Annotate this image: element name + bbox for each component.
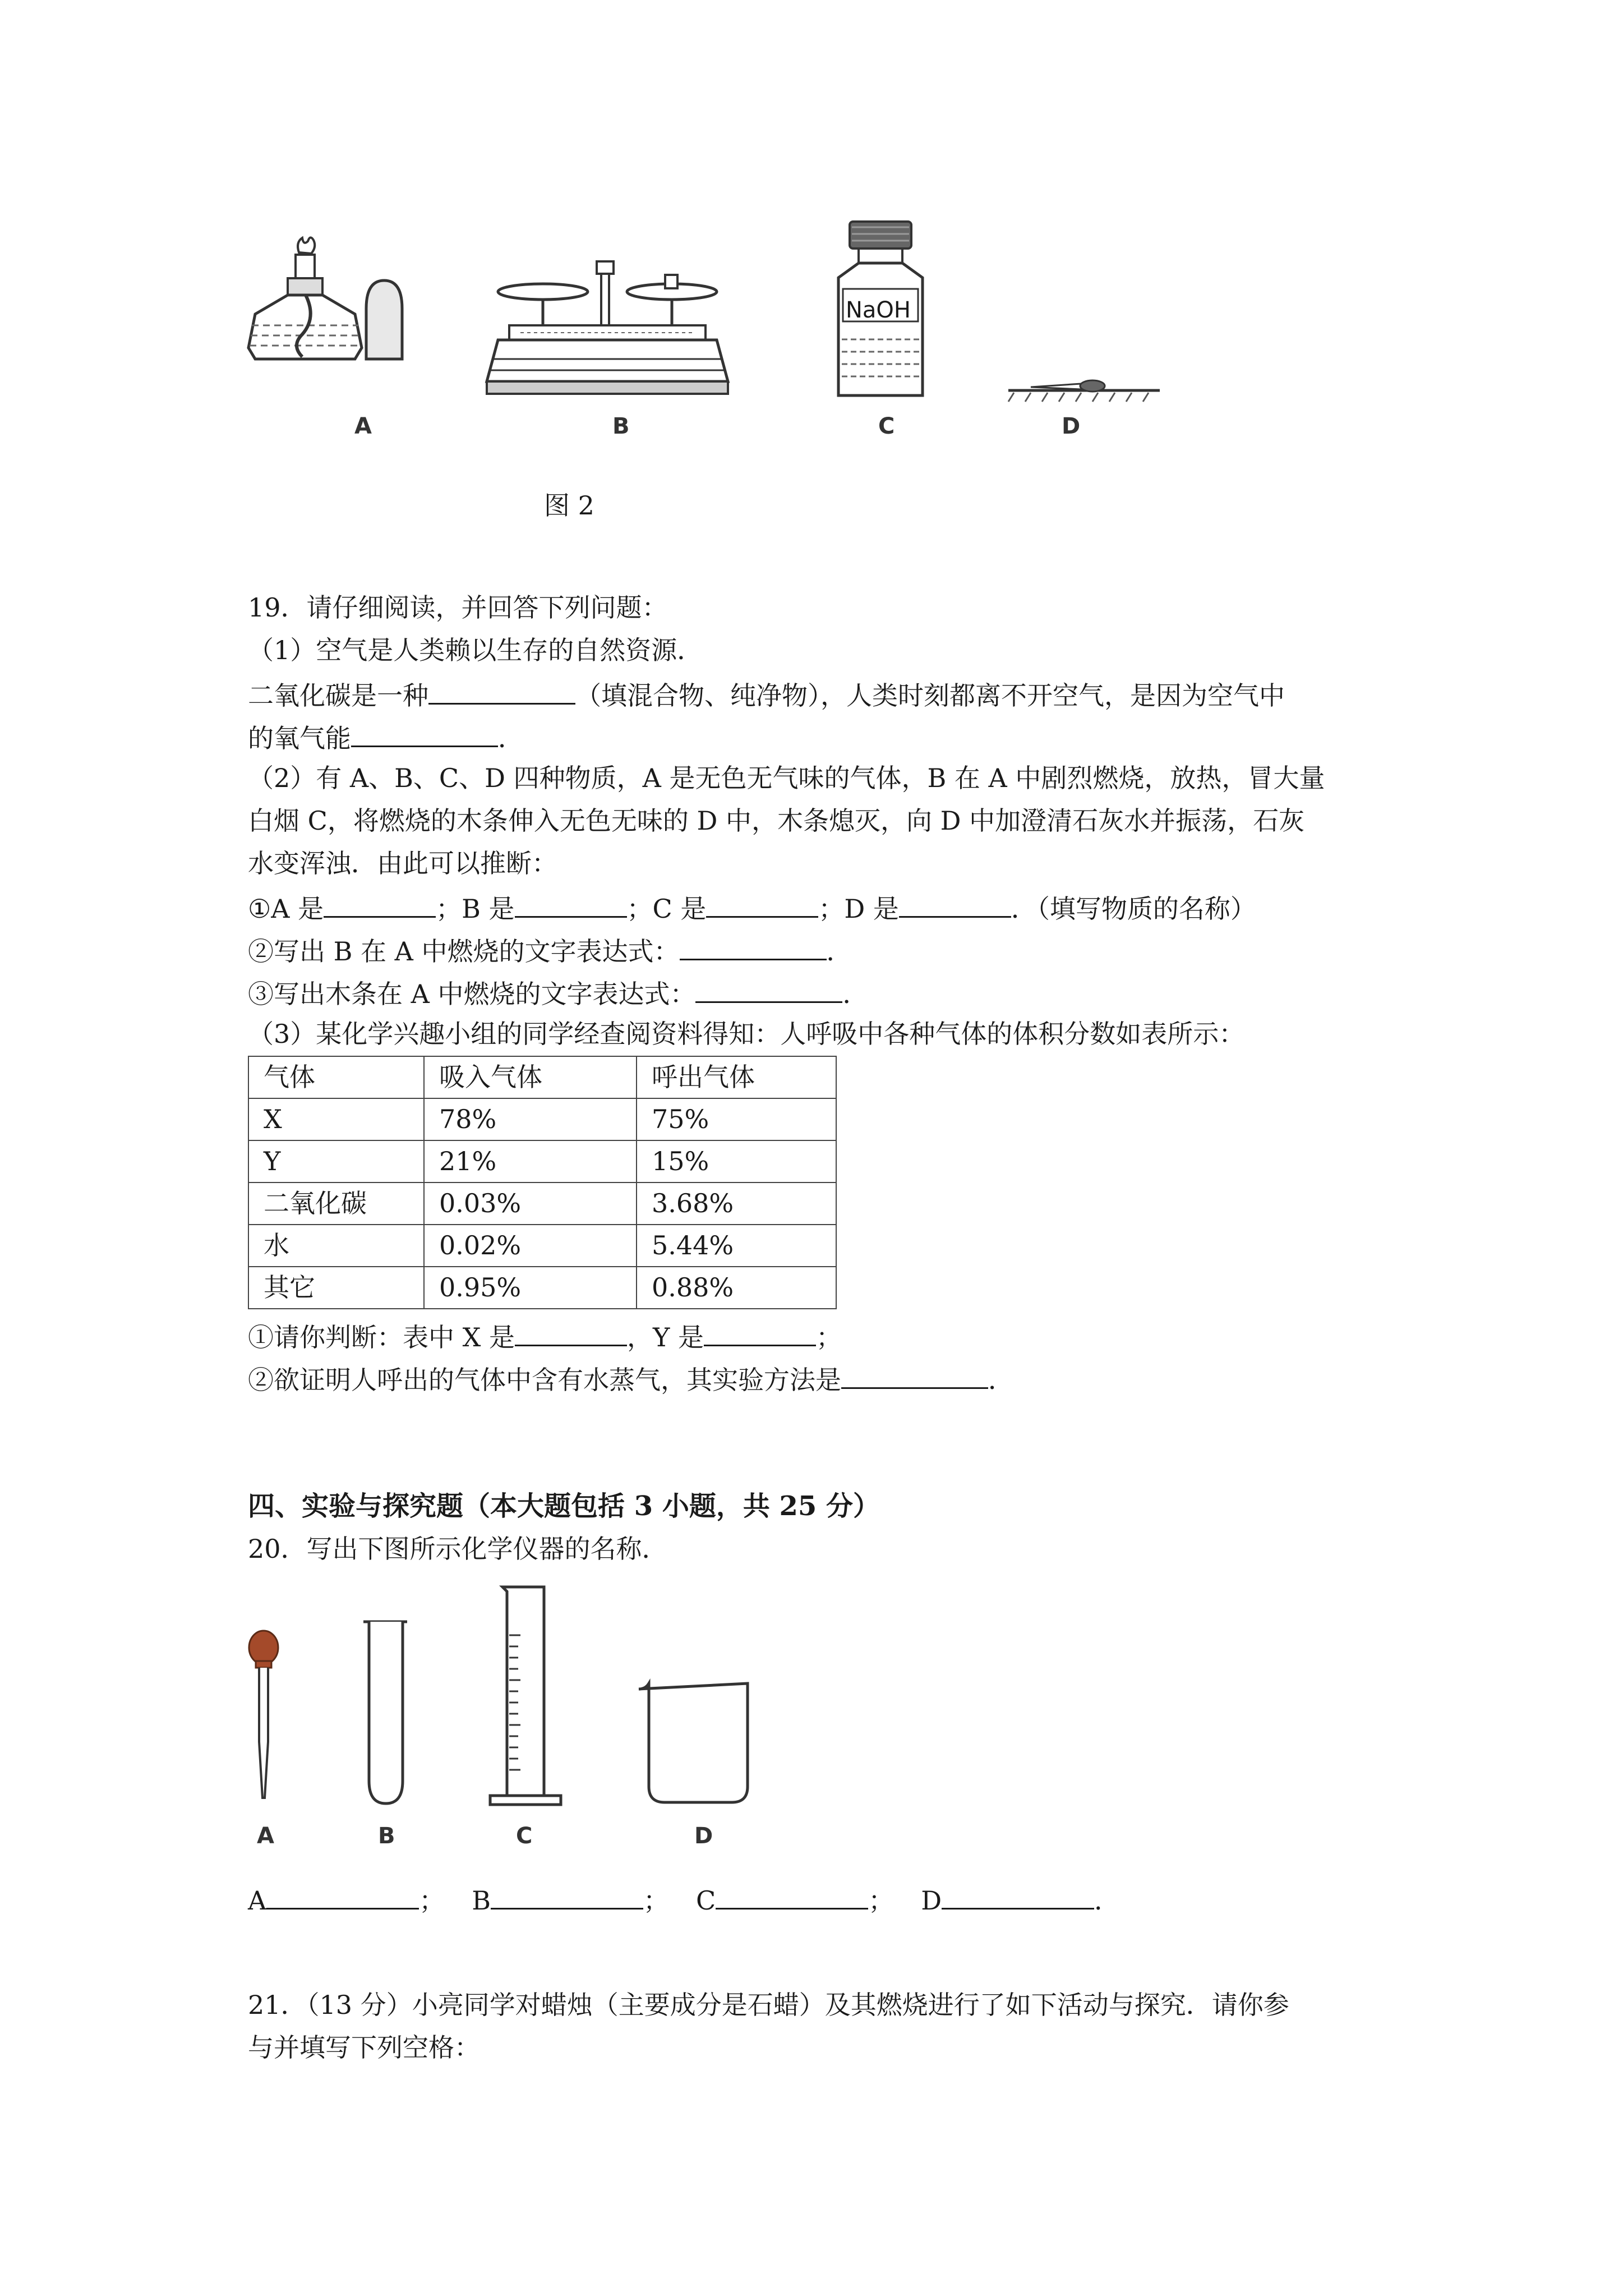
table-cell: 5.44% (637, 1225, 836, 1267)
q19-part1-line2-a: 的氧气能 (248, 723, 351, 753)
table-cell: 3.68% (637, 1182, 836, 1225)
table-cell: 75% (637, 1098, 836, 1140)
q19-part1-line2-b: ． (498, 723, 524, 753)
q19-part2-q1 (248, 885, 1256, 931)
q19-part2-q2 (248, 927, 852, 973)
table-row (248, 1182, 836, 1225)
balance-icon (487, 258, 734, 404)
table-header-cell: 呼出气体 (637, 1056, 836, 1098)
table-cell: 15% (637, 1140, 836, 1182)
dropper-icon (247, 1630, 286, 1809)
q20-answer-line (248, 1876, 1120, 1922)
q21-line1: 21．（13 分）小亮同学对蜡烛（主要成分是石蜡）及其燃烧进行了如下活动与探究．请你参 (248, 1990, 1289, 2020)
semicolon: ； (816, 1322, 842, 1352)
table-cell: 0.03% (424, 1182, 637, 1225)
blank-y[interactable] (704, 1313, 816, 1346)
blank-d[interactable] (899, 885, 1011, 918)
blank-instrument-d[interactable] (942, 1876, 1094, 1910)
table-cell: X (248, 1098, 424, 1140)
q20-label-d: D (694, 1823, 713, 1849)
label-y-is: ，Y 是 (627, 1322, 704, 1352)
table-cell: 水 (248, 1225, 424, 1267)
table-cell: Y (248, 1140, 424, 1182)
period: ． (826, 936, 852, 967)
gas-volume-table (248, 1056, 837, 1309)
bottle-label-naoh: NaOH (846, 297, 911, 323)
blank-b[interactable] (515, 885, 627, 918)
blank-instrument-b[interactable] (491, 1876, 643, 1910)
q19-part2-line1: （2）有 A、B、C、D 四种物质，A 是无色无气味的气体，B 在 A 中剧烈燃烧，放热，冒大量 (248, 763, 1325, 793)
q19-title: 19．请仔细阅读，并回答下列问题： (248, 592, 668, 623)
blank-instrument-c[interactable] (716, 1876, 868, 1910)
q20-title: 20．写出下图所示化学仪器的名称． (248, 1534, 668, 1564)
section-4-heading: 四、实验与探究题（本大题包括 3 小题，共 25 分） (248, 1490, 880, 1522)
blank-c[interactable] (706, 885, 818, 918)
label-b-burning-expression: ②写出 B 在 A 中燃烧的文字表达式： (248, 936, 680, 967)
q19-part2-line3: 水变浑浊．由此可以推断： (248, 848, 557, 878)
table-header-row (248, 1056, 836, 1098)
label-c-is: ；C 是 (626, 894, 707, 924)
answer-prefix-a: A (248, 1885, 267, 1916)
blank-oxygen-function[interactable] (351, 714, 498, 747)
separator: ； (868, 1885, 895, 1916)
figure-2-label-b: B (612, 413, 630, 439)
answer-prefix-c: C (696, 1885, 716, 1916)
q19-part3-q1 (248, 1313, 842, 1359)
table-cell: 0.88% (637, 1267, 836, 1309)
q20-label-a: A (257, 1823, 274, 1849)
q21-line2: 与并填写下列空格： (248, 2032, 480, 2063)
label-d-is: ；D 是 (818, 894, 899, 924)
label-fill-name-hint: ．（填写物质的名称） (1011, 894, 1256, 924)
table-cell: 0.95% (424, 1267, 637, 1309)
q20-label-b: B (378, 1823, 395, 1849)
label-wood-burning-expression: ③写出木条在 A 中燃烧的文字表达式： (248, 979, 696, 1009)
table-row (248, 1140, 836, 1182)
separator: ； (643, 1885, 670, 1916)
table-cell: 21% (424, 1140, 637, 1182)
table-row (248, 1267, 836, 1309)
blank-wood-burning-expression[interactable] (695, 970, 842, 1003)
separator: ； (419, 1885, 445, 1916)
q20-label-c: C (516, 1823, 533, 1849)
blank-water-vapor-method[interactable] (841, 1356, 988, 1389)
table-row (248, 1098, 836, 1140)
beaker-icon (637, 1680, 760, 1809)
dropper-on-table-icon (1008, 376, 1160, 409)
label-water-vapor-method: ②欲证明人呼出的气体中含有水蒸气，其实验方法是 (248, 1365, 841, 1395)
blank-x[interactable] (515, 1313, 627, 1346)
label-b-is: ；B 是 (436, 894, 515, 924)
table-row (248, 1225, 836, 1267)
figure-2-label-c: C (878, 413, 895, 439)
q19-part2-q3 (248, 970, 868, 1016)
table-cell: 其它 (248, 1267, 424, 1309)
q19-part2-line2: 白烟 C，将燃烧的木条伸入无色无味的 D 中，木条熄灭，向 D 中加澄清石灰水并振荡，石灰 (248, 806, 1305, 836)
table-cell: 0.02% (424, 1225, 637, 1267)
figure-2-caption: 图 2 (544, 490, 594, 521)
label-x-is: ①请你判断：表中 X 是 (248, 1322, 515, 1352)
table-header-cell: 气体 (248, 1056, 424, 1098)
q19-part1-line2 (248, 714, 524, 760)
answer-prefix-b: B (472, 1885, 491, 1916)
q19-part3-title: （3）某化学兴趣小组的同学经查阅资料得知：人呼吸中各种气体的体积分数如表所示： (248, 1019, 1245, 1049)
figure-2-label-a: A (354, 413, 372, 439)
answer-prefix-d: D (921, 1885, 942, 1916)
q19-part1-line1-b: （填混合物、纯净物），人类时刻都离不开空气，是因为空气中 (575, 680, 1285, 711)
label-a-is: ①A 是 (248, 894, 324, 924)
blank-a[interactable] (324, 885, 436, 918)
table-cell: 78% (424, 1098, 637, 1140)
period: ． (842, 979, 869, 1009)
alcohol-lamp-icon (244, 236, 423, 370)
blank-instrument-a[interactable] (266, 1876, 419, 1910)
q19-part1-line1 (248, 671, 1285, 717)
q19-part1-title: （1）空气是人类赖以生存的自然资源． (248, 635, 703, 665)
q19-part3-q2 (248, 1356, 1014, 1402)
blank-b-burning-expression[interactable] (680, 927, 827, 960)
table-cell: 二氧化碳 (248, 1182, 424, 1225)
blank-mixture-or-pure[interactable] (428, 671, 575, 705)
test-tube-icon (363, 1618, 408, 1809)
table-header-cell: 吸入气体 (424, 1056, 637, 1098)
graduated-cylinder-icon (487, 1585, 565, 1809)
period: ． (1094, 1885, 1121, 1916)
period: ． (988, 1365, 1014, 1395)
figure-2-label-d: D (1062, 413, 1081, 439)
q19-part1-line1-a: 二氧化碳是一种 (248, 680, 428, 711)
